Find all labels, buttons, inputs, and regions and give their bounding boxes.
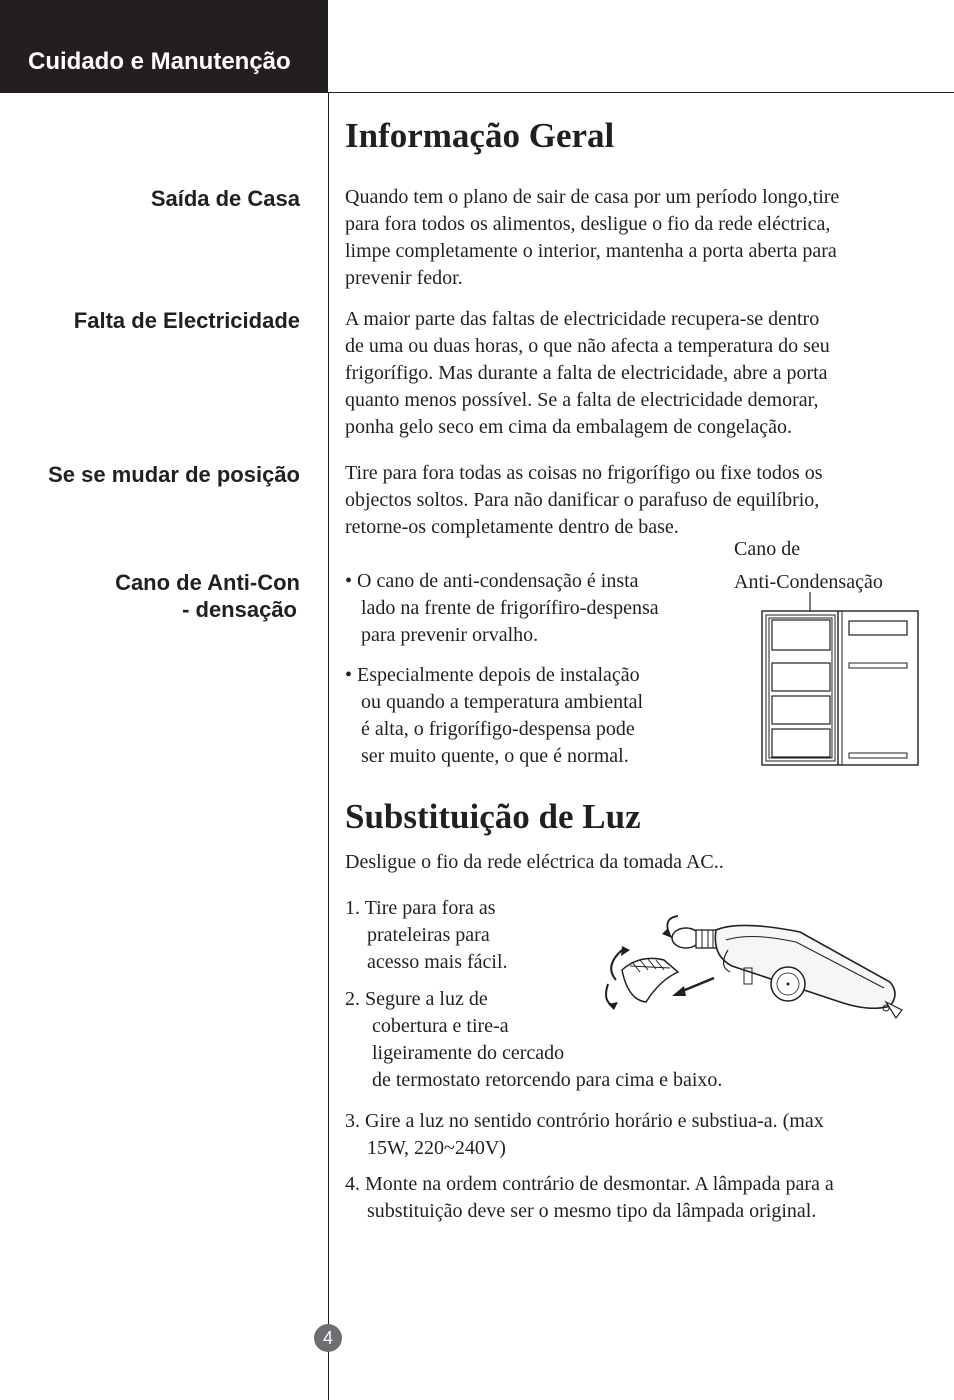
text-line: de termostato retorcendo para cima e baixo. bbox=[372, 1069, 723, 1091]
text-line: Quando tem o plano de sair de casa por um período longo,tire bbox=[345, 186, 840, 208]
diagram-label-line2: Anti-Condensação bbox=[734, 571, 883, 593]
text-line: objectos soltos. Para não danificar o parafuso de equilíbrio, bbox=[345, 489, 820, 511]
text-line: • Especialmente depois de instalação bbox=[345, 664, 640, 686]
text-line: ligeiramente do cercado bbox=[372, 1042, 565, 1064]
text-line: retorne-os completamente dentro de base. bbox=[345, 516, 679, 538]
text-line: limpe completamente o interior, mantenha a porta aberta para bbox=[345, 240, 837, 262]
text-line: substituição deve ser o mesmo tipo da lâmpada original. bbox=[367, 1200, 817, 1222]
text-line: 2. Segure a luz de bbox=[345, 988, 488, 1010]
heading-light-replacement: Substituição de Luz bbox=[345, 797, 641, 836]
step-3 bbox=[345, 1108, 824, 1162]
paragraph-moving bbox=[345, 460, 823, 541]
bullet-anticondensation-2 bbox=[345, 662, 643, 770]
diagram-label-line1: Cano de bbox=[734, 538, 801, 560]
paragraph-power-failure bbox=[345, 306, 830, 441]
text-line: ou quando a temperatura ambiental bbox=[361, 691, 644, 713]
label-anticondensation bbox=[115, 569, 300, 623]
text-line: • O cano de anti-condensação é insta bbox=[345, 570, 639, 592]
text-line: para prevenir orvalho. bbox=[361, 624, 539, 646]
text-line: A maior parte das faltas de electricidade recupera-se dentro bbox=[345, 308, 820, 330]
refrigerator-front-illustration bbox=[758, 592, 922, 770]
label-leaving-home: Saída de Casa bbox=[150, 186, 300, 211]
lamp-housing-illustration bbox=[600, 910, 910, 1028]
header-rule bbox=[328, 92, 954, 93]
paragraph-leaving-home bbox=[345, 184, 839, 292]
label-power-failure: Falta de Electricidade bbox=[73, 308, 300, 333]
column-divider bbox=[328, 93, 329, 1400]
step-1 bbox=[345, 895, 508, 976]
page-number-badge: 4 bbox=[314, 1324, 342, 1352]
light-intro: Desligue o fio da rede eléctrica da tomada AC.. bbox=[345, 851, 724, 873]
text-line: 1. Tire para fora as bbox=[345, 897, 496, 919]
text-line: Tire para fora todas as coisas no frigorífigo ou fixe todos os bbox=[345, 462, 823, 484]
label-line: - densação bbox=[182, 597, 297, 622]
text-line: 3. Gire a luz no sentido contrório horário e substiua-a. (max bbox=[345, 1110, 824, 1132]
heading-general-info: Informação Geral bbox=[345, 116, 615, 155]
section-title: Cuidado e Manutenção bbox=[28, 48, 291, 75]
text-line: 4. Monte na ordem contrário de desmontar. A lâmpada para a bbox=[345, 1173, 834, 1195]
text-line: ser muito quente, o que é normal. bbox=[361, 745, 629, 767]
text-line: 15W, 220~240V) bbox=[367, 1137, 506, 1159]
text-line: acesso mais fácil. bbox=[367, 951, 508, 973]
text-line: ponha gelo seco em cima da embalagem de congelação. bbox=[345, 416, 793, 438]
text-line: prateleiras para bbox=[367, 924, 490, 946]
text-line: de uma ou duas horas, o que não afecta a temperatura do seu bbox=[345, 335, 830, 357]
step-4 bbox=[345, 1171, 834, 1225]
section-header bbox=[0, 0, 328, 93]
text-line: é alta, o frigorífigo-despensa pode bbox=[361, 718, 635, 740]
text-line: frigorífigo. Mas durante a falta de electricidade, abre a porta bbox=[345, 362, 828, 384]
text-line: quanto menos possível. Se a falta de electricidade demorar, bbox=[345, 389, 819, 411]
text-line: prevenir fedor. bbox=[345, 267, 463, 289]
text-line: para fora todos os alimentos, desligue o fio da rede eléctrica, bbox=[345, 213, 831, 235]
text-line: cobertura e tire-a bbox=[372, 1015, 509, 1037]
bullet-anticondensation-1 bbox=[345, 568, 659, 649]
text-line: lado na frente de frigorífiro-despensa bbox=[361, 597, 659, 619]
label-line: Cano de Anti-Con bbox=[115, 570, 300, 595]
label-moving: Se se mudar de posição bbox=[48, 462, 300, 487]
